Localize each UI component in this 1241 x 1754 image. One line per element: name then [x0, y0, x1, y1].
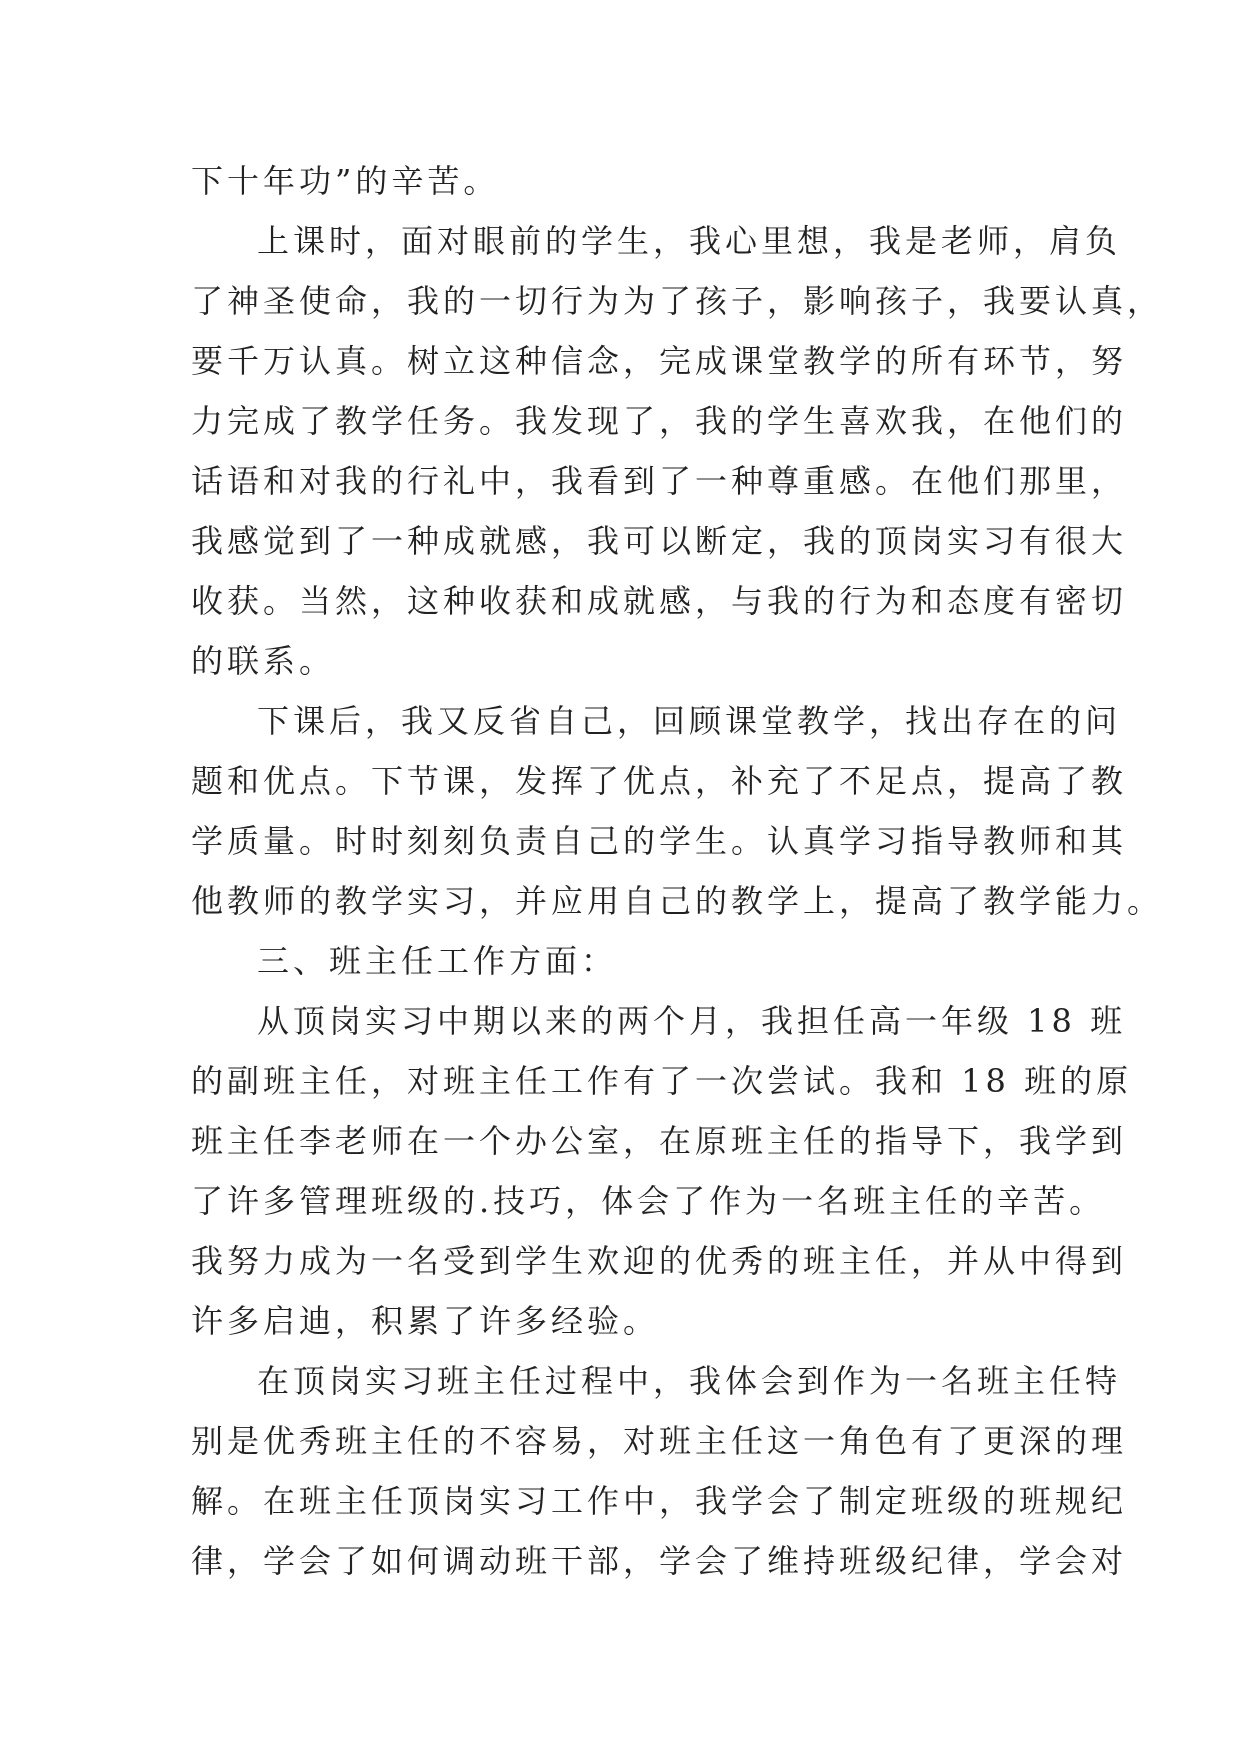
text-line: 在顶岗实习班主任过程中，我体会到作为一名班主任特 [257, 1362, 1122, 1400]
text-line: 题和优点。下节课，发挥了优点，补充了不足点，提高了教 [191, 762, 1128, 800]
text-line: 学质量。时时刻刻负责自己的学生。认真学习指导教师和其 [191, 822, 1128, 860]
text-line: 下十年功”的辛苦。 [191, 162, 500, 200]
text-line: 要千万认真。树立这种信念，完成课堂教学的所有环节，努 [191, 342, 1128, 380]
text-line: 解。在班主任顶岗实习工作中，我学会了制定班级的班规纪 [191, 1482, 1128, 1520]
text-line: 我感觉到了一种成就感，我可以断定，我的顶岗实习有很大 [191, 522, 1128, 560]
text-line: 我努力成为一名受到学生欢迎的优秀的班主任，并从中得到 [191, 1242, 1128, 1280]
text-line: 从顶岗实习中期以来的两个月，我担任高一年级 18 班 [257, 1002, 1127, 1040]
text-line: 别是优秀班主任的不容易，对班主任这一角色有了更深的理 [191, 1422, 1128, 1460]
text-line: 了神圣使命，我的一切行为为了孩子，影响孩子，我要认真， [191, 282, 1164, 320]
body-text [191, 151, 1164, 1591]
text-line: 力完成了教学任务。我发现了，我的学生喜欢我，在他们的 [191, 402, 1128, 440]
text-line: 律，学会了如何调动班干部，学会了维持班级纪律，学会对 [191, 1542, 1128, 1580]
text-line: 班主任李老师在一个办公室，在原班主任的指导下，我学到 [191, 1122, 1128, 1160]
text-line: 他教师的教学实习，并应用自己的教学上，提高了教学能力。 [191, 882, 1164, 920]
text-line: 许多启迪，积累了许多经验。 [191, 1302, 660, 1340]
text-line: 下课后，我又反省自己，回顾课堂教学，找出存在的问 [257, 702, 1122, 740]
text-line: 收获。当然，这种收获和成就感，与我的行为和态度有密切 [191, 582, 1128, 620]
section-heading: 三、班主任工作方面： [257, 942, 618, 980]
text-line: 上课时，面对眼前的学生，我心里想，我是老师，肩负 [257, 222, 1122, 260]
text-line: 的副班主任，对班主任工作有了一次尝试。我和 18 班的原 [191, 1062, 1133, 1100]
text-line: 话语和对我的行礼中，我看到了一种尊重感。在他们那里， [191, 462, 1128, 500]
text-line: 的联系。 [191, 642, 336, 680]
text-line: 了许多管理班级的.技巧，体会了作为一名班主任的辛苦。 [191, 1182, 1106, 1220]
